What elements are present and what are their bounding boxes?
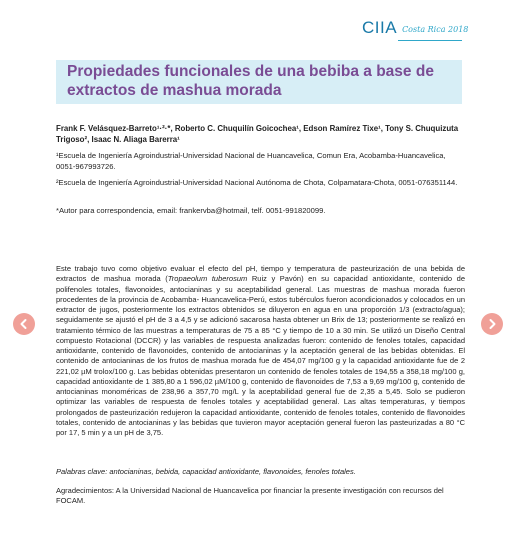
page-title: Propiedades funcionales de una bebiba a base de extractos de mashua morada bbox=[67, 63, 434, 99]
logo-underline bbox=[398, 40, 462, 41]
keywords: Palabras clave: antocianinas, bebida, capacidad antioxidante, flavonoides, fenoles totales. bbox=[56, 467, 356, 476]
species-name: Tropaeolum tuberosum bbox=[167, 274, 248, 284]
header-logo bbox=[362, 18, 468, 38]
chevron-right-icon bbox=[486, 318, 498, 330]
ciia-logo-text: CIIA bbox=[362, 18, 398, 37]
correspondence-note: *Autor para correspondencia, email: frankervba@hotmail, telf. 0051-991820099. bbox=[56, 206, 326, 215]
next-page-button[interactable] bbox=[481, 313, 503, 335]
abstract-text bbox=[56, 264, 465, 438]
abstract-part-2: Ruiz y Pavón) en su capacidad antioxidante, contenido de polifenoles totales, flavonoides, antocianinas y su aceptabilidad general. Las muestras de mashua morada fueron procedentes de la provincia de Acobamba- Huancavelica-Perú, estos tubérculos fueron acondicionados y colocados en un extractor de jugos, posteriormente los extractos obtenidos se diluyeron en agua en una proporción 1/3 (extracto/agua); seguidamente se ajustó el pH de 3 a 4,5 y se adicionó sacarosa hasta obtener un Brix de 13; posteriormente se realizó en tratamiento térmico de las muestras a temperaturas de 75 a 85 °C y tiempo de 10 a 30 min. Se utilizó un Diseño Central compuesto Rotacional (DCCR) y las variables de respuesta analizadas fueron: contenido de fenoles totales, capacidad antioxidante, contenido de flavonoides, contenido de antocianinas y la aceptación general de las bebidas obtenidas. El contenido de antocianinas de los frutos de mashua morada fue de 454,07 mg/100 g y la capacidad antioxidante fue de 2 221,02 µM trolox/100 g. Las bebidas obtenidas presentaron un contenido de fenoles totales de 194,55 a 358,18 mg/100 g, capacidad antioxidante de 1 385,80 a 1 596,02 µM/100 g, contenido de flavonoides de 7,53 a 9,69 mg/100 g, contenido de antocianinas monoméricas de 238,96 a 357,70 mg/L y la aceptabilidad general fue de 2,35 a 5,45. Solo se pudieron optimizar las variables de respuesta de fenoles totales y aceptabilidad general. Las altas temperaturas, y tiempos prolongados de pasteurización redujeron la capacidad antioxidante, contenido de fenoles totales, contenido de flavonoides totales, contenido de antocianinas y las bebidas que tuvieron mayor aceptación general fueron las pasteurizadas a 80 °C por 17, 5 min y a un pH de 3,75. bbox=[56, 274, 465, 437]
prev-page-button[interactable] bbox=[13, 313, 35, 335]
event-label: Costa Rica 2018 bbox=[402, 24, 469, 34]
abstract-part-1: Este trabajo tuvo como objetivo evaluar el efecto del pH, tiempo y temperatura de pasteurización de una bebida de extractos de mashua morada ( bbox=[56, 264, 465, 284]
affiliation-2: ²Escuela de Ingeniería Agroindustrial-Universidad Nacional Autónoma de Chota, Colpamatara-Chota, 0051-076351144. bbox=[56, 178, 458, 187]
affiliation-1: ¹Escuela de Ingeniería Agroindustrial-Universidad Nacional de Huancavelica, Comun Era, Acobamba-Huancavelica, 0051-967993726. bbox=[56, 151, 446, 171]
authors: Frank F. Velásquez-Barreto¹·²·*, Roberto C. Chuquilín Goicochea¹, Edson Ramírez Tixe¹, Tony S. Chuquizuta Trigoso², Isaac N. Aliaga Barerra¹ bbox=[56, 124, 459, 144]
acknowledgements: Agradecimientos: A la Universidad Nacional de Huancavelica por financiar la presente investigación con recursos del FOCAM. bbox=[56, 486, 444, 506]
chevron-left-icon bbox=[18, 318, 30, 330]
